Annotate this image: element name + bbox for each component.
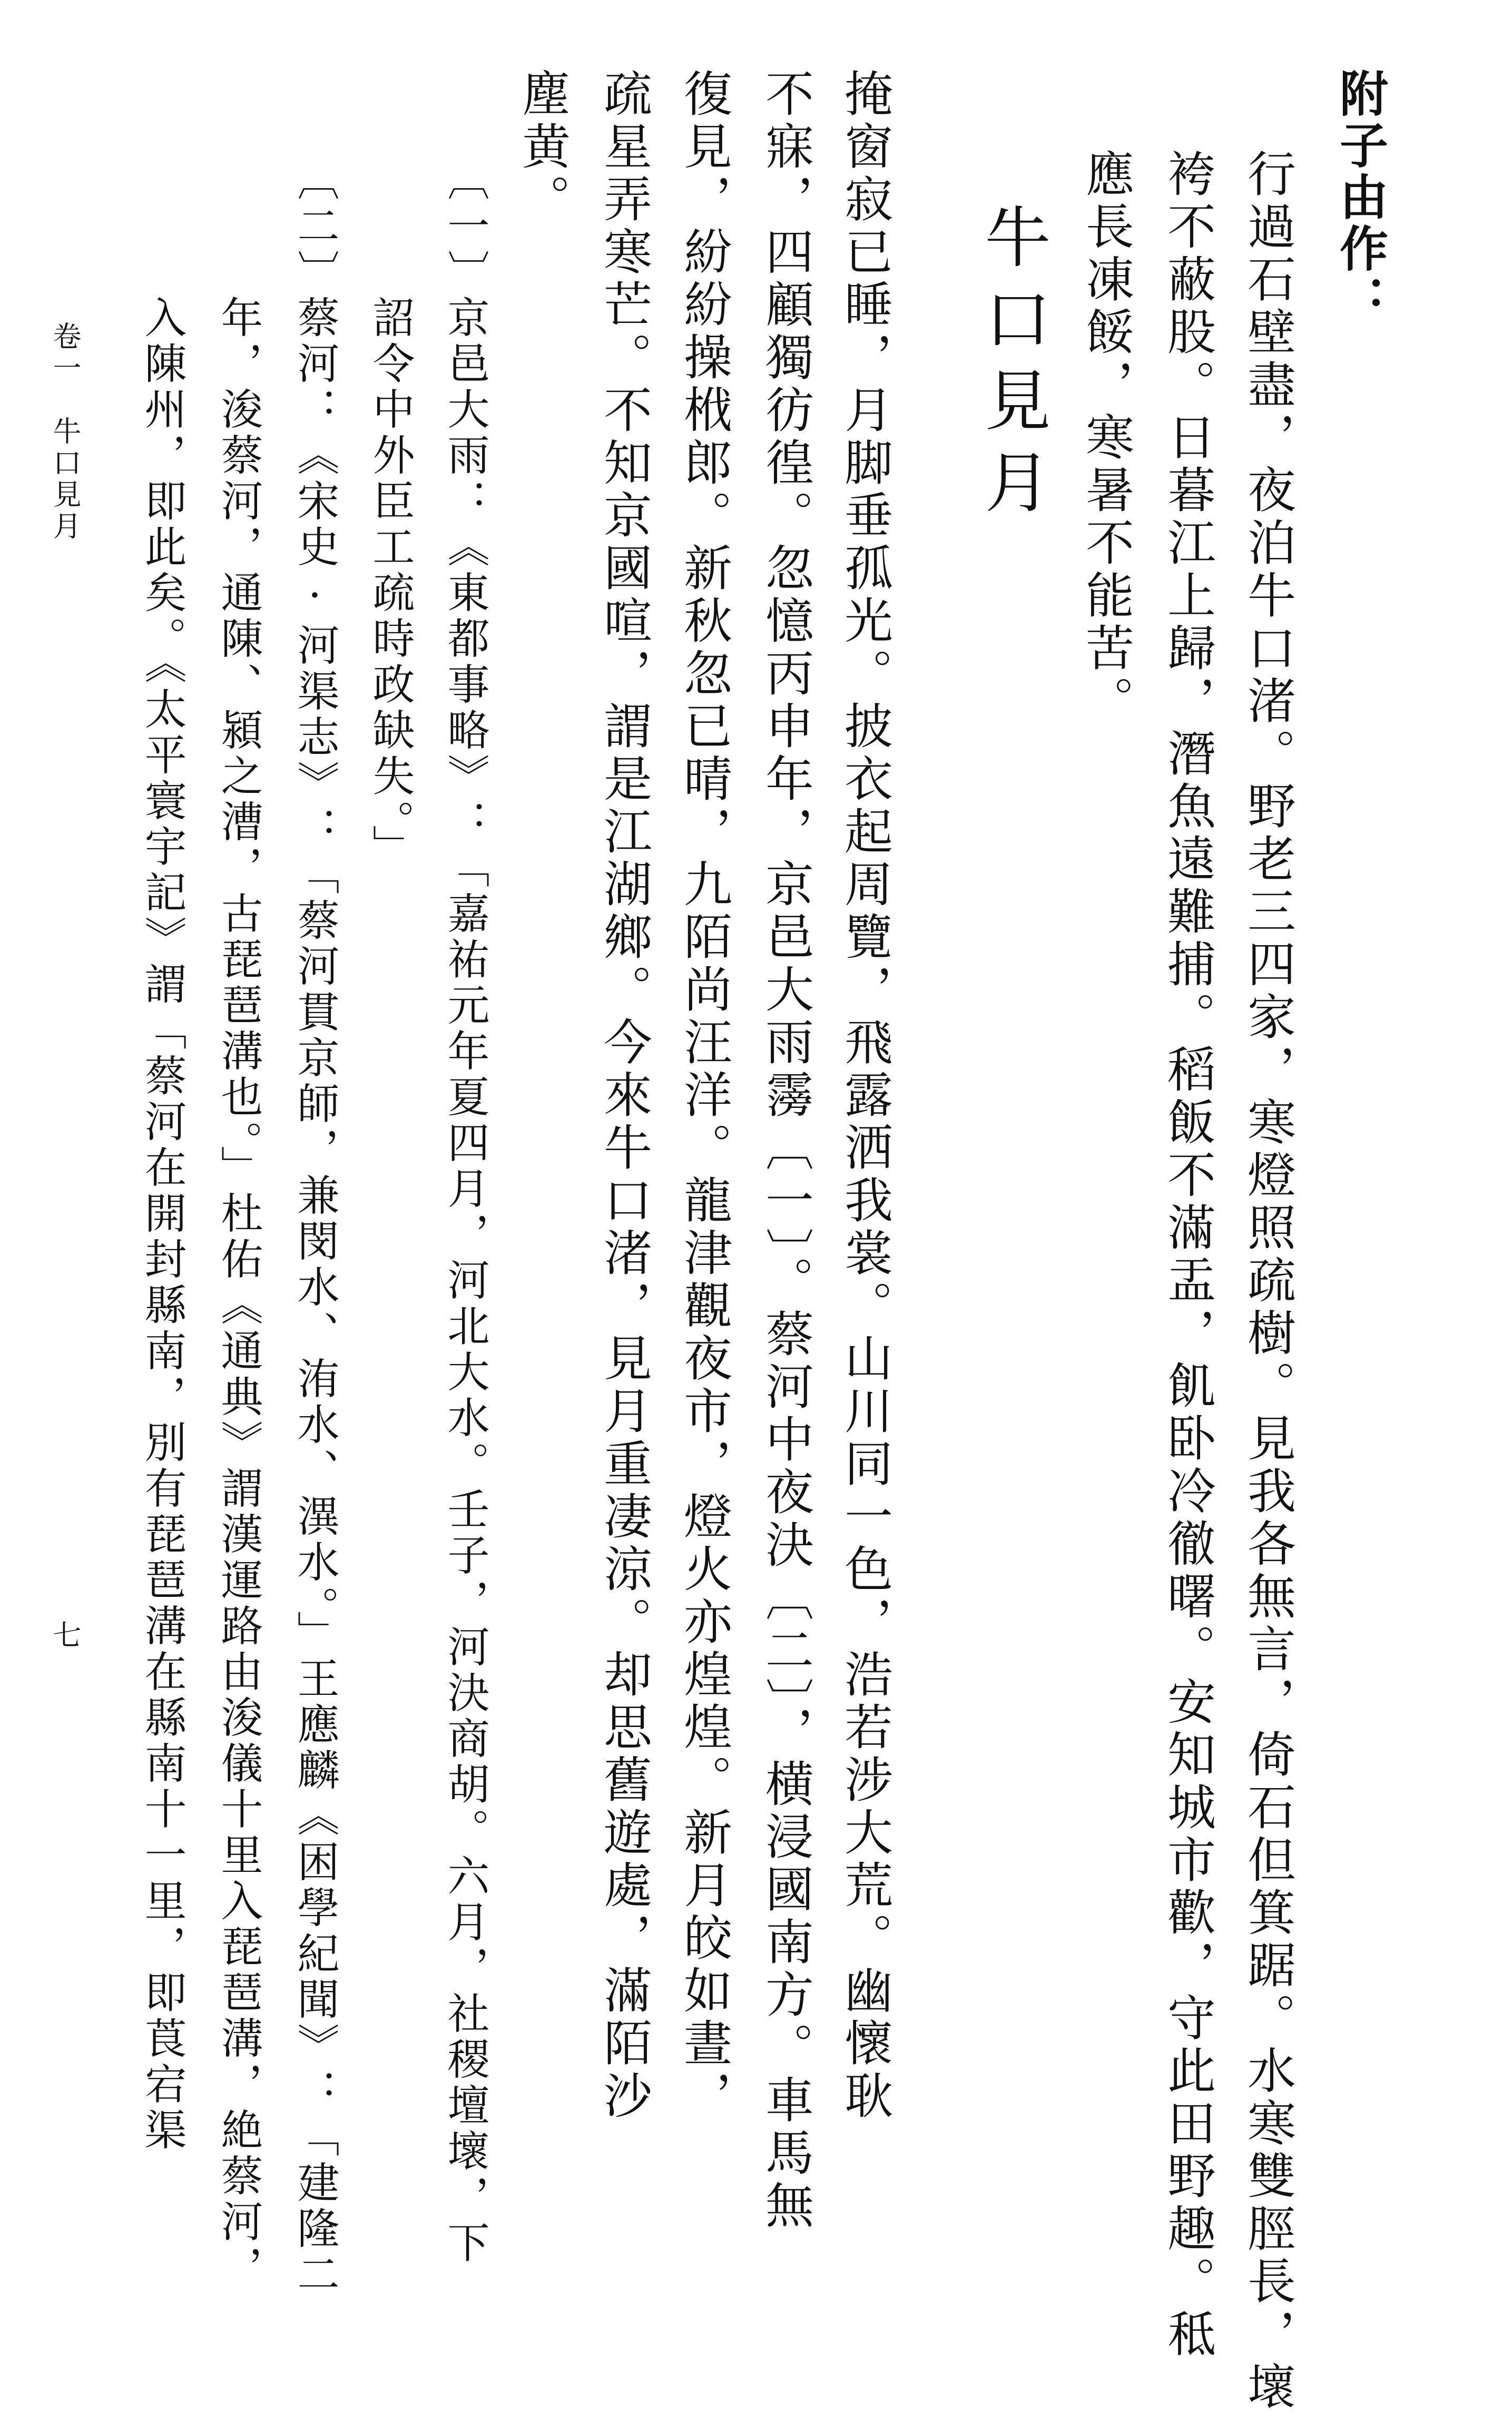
note-line-4: 年，浚蔡河，通陳、潁之漕，古琵琶溝也。」杜佑《通典》謂漢運路由浚儀十里入琵琶溝，絶蔡河，: [214, 158, 263, 2291]
poem-line-4: 疏星弄寒芒。不知京國喧，謂是江湖鄉。今來牛口渚，見月重凄涼。却思舊遊處，滿陌沙: [596, 68, 652, 2123]
appendix-line-2: 袴不蔽股。日暮江上歸，潛魚遠難捕。稻飯不滿盂，飢卧冷徹曙。安知城市歡，守此田野趣。秪: [1160, 149, 1216, 2361]
note-line-3: 〔二〕蔡河：《宋史·河渠志》：「蔡河貫京師，兼閔水、洧水、潩水。」王應麟《困學紀聞》：「建隆二: [290, 158, 339, 2298]
poem-title: 牛口見月: [974, 203, 1050, 529]
appendix-line-3: 應長凍餒，寒暑不能苦。: [1078, 149, 1134, 728]
poem-line-5: 塵黄。: [514, 68, 571, 227]
appendix-line-1: 行過石壁盡，夜泊牛口渚。野老三四家，寒燈照疏樹。見我各無言，倚石但箕踞。水寒雙脛長，壞: [1240, 149, 1296, 2414]
note-line-5: 入陳州，即此矣。《太平寰宇記》謂「蔡河在開封縣南，別有琵琶溝在縣南十一里，即莨宕渠: [138, 158, 186, 2154]
running-head: 卷一 牛口見月: [48, 321, 82, 543]
page-number: 七: [48, 1620, 82, 1652]
poem-line-3: 復見，紛紛操栰郎。新秋忽已晴，九陌尚汪洋。龍津觀夜市，燈火亦煌煌。新月皎如晝，: [676, 68, 732, 2123]
poem-line-1: 掩窗寂已睡，月脚垂孤光。披衣起周覽，飛露洒我裳。山川同一色，浩若涉大荒。幽懷耿: [837, 68, 893, 2123]
poem-line-2: 不寐，四顧獨彷徨。忽憶丙申年，京邑大雨霶〔一〕。蔡河中夜決〔二〕，横浸國南方。車馬無: [758, 68, 814, 2233]
note-line-1: 〔一〕京邑大雨：《東都事略》：「嘉祐元年夏四月，河北大水。壬子，河決商胡。六月，社稷壇壞，下: [440, 158, 489, 2266]
appendix-heading: 附子由作：: [1332, 68, 1388, 327]
note-line-2: 詔令中外臣工疏時政缺失。」: [366, 158, 415, 870]
